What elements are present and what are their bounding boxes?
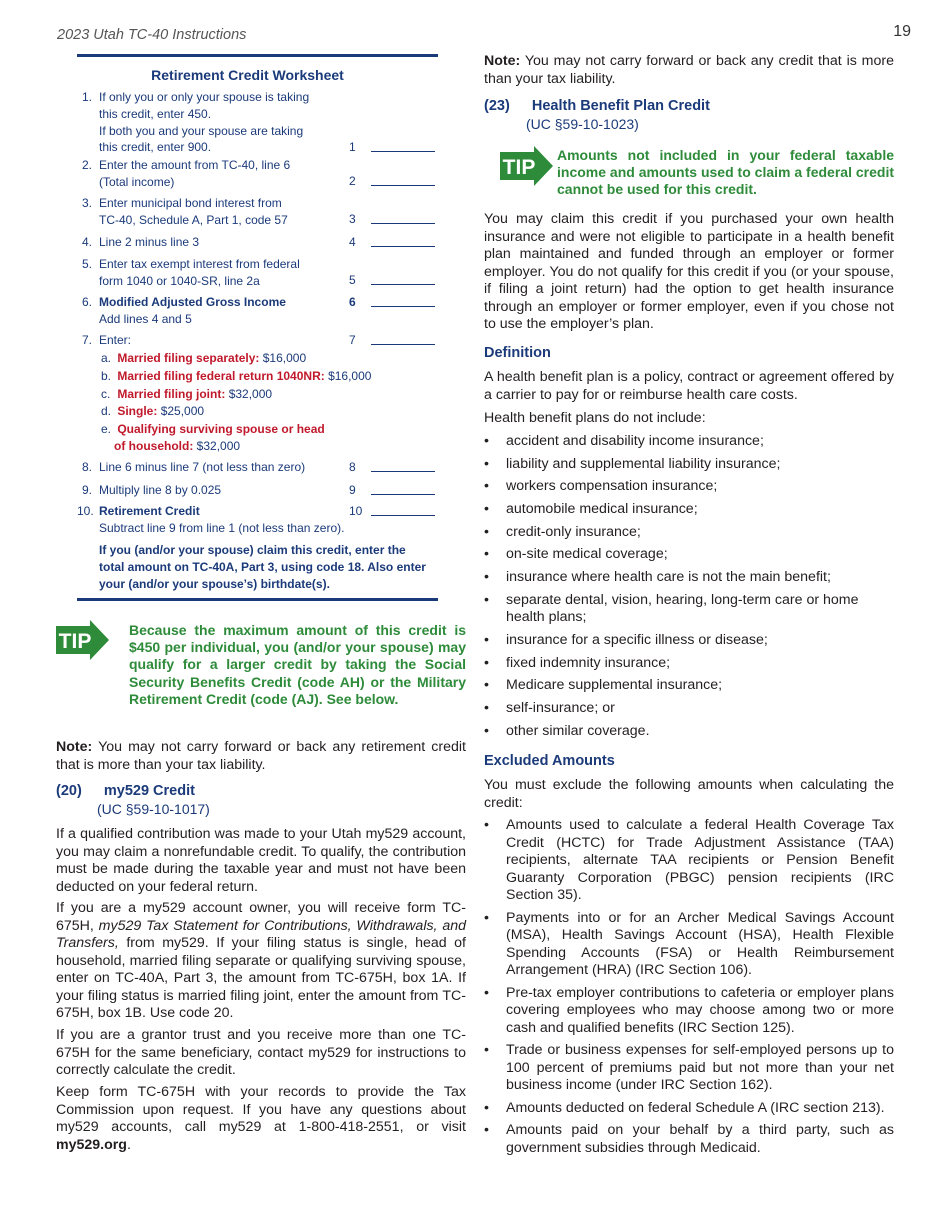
my529-paragraph-3: If you are a grantor trust and you receive more than one TC-675H for the same beneficiary, contact my529 for instructions to correctly calculate the credit. (56, 1027, 466, 1078)
item-text: Enter the amount from TC-40, line 6 (99, 158, 291, 172)
credit-note: Note: You may not carry forward or back any credit that is more than your tax liability. (484, 53, 895, 87)
list-item: • other similar coverage. (484, 723, 894, 741)
excluded-intro: You must exclude the following amounts when calculating the credit: (484, 777, 894, 811)
section-23-heading (484, 98, 894, 114)
item-number: 9. (81, 483, 92, 497)
entry-blank[interactable] (371, 211, 435, 224)
item-text: Enter tax exempt interest from federal (99, 257, 300, 271)
item-text: Multiply line 8 by 0.025 (99, 483, 222, 497)
tip-arrow-icon (500, 146, 553, 186)
tip-arrow-icon (56, 620, 109, 660)
item-title: Modified Adjusted Gross Income (99, 295, 286, 309)
my529-link[interactable]: my529.org (56, 1136, 127, 1153)
item-number: 4. (81, 235, 92, 249)
excluded-amounts-heading: Excluded Amounts (484, 753, 615, 769)
worksheet-title: Retirement Credit Worksheet (151, 67, 344, 83)
tip-label: TIP (502, 156, 536, 179)
line-number: 5 (349, 273, 356, 287)
entry-blank[interactable] (371, 459, 435, 472)
list-item: • Amounts used to calculate a federal Health Coverage Tax Credit (HCTC) for Trade Adjustment Assistance (TAA) recipients, alternate TAA recipients or Pension Benefit Guaranty Corporation (PBGC) pension recipients (IRC Section 35). (484, 817, 894, 905)
list-item: • fixed indemnity insurance; (484, 655, 894, 673)
entry-blank[interactable] (371, 272, 435, 285)
retirement-tip-text: Because the maximum amount of this credit is $450 per individual, you (and/or your spouse) may qualify for a larger credit by taking the Social Security Benefits Credit (code AH) or the Military Retirement Credit (code (AJ). See below. (129, 622, 466, 707)
item-text: If both you and your spouse are taking (99, 123, 304, 138)
retirement-note: Note: You may not carry forward or back any retirement credit that is more than your tax liability. (56, 739, 466, 773)
item-number: 10. (77, 504, 94, 518)
item-number: 5. (81, 257, 92, 271)
filing-status-a: a. Married filing separately: $16,000 (101, 351, 307, 365)
item-text: If only you or only your spouse is taking (99, 90, 310, 104)
item-number: 3. (81, 196, 92, 210)
health-plan-tip-text: Amounts not included in your federal taxable income and amounts used to claim a federal credit cannot be used for this credit. (557, 147, 894, 198)
definition-text: A health benefit plan is a policy, contract or agreement offered by a carrier to pay for or reimburse health care costs. (484, 369, 894, 403)
item-number: 7. (81, 333, 92, 347)
entry-blank[interactable] (371, 482, 435, 495)
section-number: (20) (56, 783, 82, 799)
line-number: 7 (349, 333, 356, 347)
list-item: • insurance where health care is not the main benefit; (484, 569, 894, 587)
line-number: 2 (349, 174, 356, 188)
list-item: • Pre-tax employer contributions to cafeteria or employer plans covering employees who may choose among two or more cash and qualified benefits (IRC Section 125). (484, 985, 894, 1038)
list-item: • Trade or business expenses for self-employed persons up to 100 percent of premiums paid but not more than your net business income (under IRC Section 162). (484, 1042, 894, 1095)
item-text: Line 6 minus line 7 (not less than zero) (99, 460, 306, 474)
item-text: (Total income) (99, 174, 175, 189)
section-20-heading (56, 783, 466, 799)
retirement-credit-worksheet (77, 54, 438, 601)
line-number: 1 (349, 140, 356, 154)
item-title: Retirement Credit (99, 504, 200, 518)
list-item: • credit-only insurance; (484, 524, 894, 542)
list-item: • Payments into or for an Archer Medical Savings Account (MSA), Health Savings Account (HSA), Health Flexible Spending Accounts (FSA) or Health Reimbursement Arrangement (HRA) (IRC Section 106). (484, 910, 894, 980)
item-text: form 1040 or 1040-SR, line 2a (99, 273, 260, 288)
item-text: this credit, enter 900. (99, 140, 212, 155)
item-text: Subtract line 9 from line 1 (not less than zero). (99, 520, 345, 535)
my529-paragraph-4: Keep form TC-675H with your records to provide the Tax Commission upon request. If you have any questions about my529 accounts, call my529 at 1-800-418-2551, or visit my529.org. (56, 1084, 466, 1153)
list-item: • liability and supplemental liability insurance; (484, 456, 894, 474)
list-item: • Medicare supplemental insurance; (484, 677, 894, 695)
list-item: • Amounts paid on your behalf by a third party, such as government subsidies through Medicaid. (484, 1122, 894, 1157)
line-number: 6 (349, 295, 356, 309)
item-text: this credit, enter 450. (99, 106, 212, 121)
item-text: TC-40, Schedule A, Part 1, code 57 (99, 212, 288, 227)
section-20-reference: (UC §59-10-1017) (97, 801, 210, 817)
my529-paragraph-2: If you are a my529 account owner, you will receive form TC-675H, my529 Tax Statement for Contributions, Withdrawals, and Transfers, from my529. If your filing status is single, head of household, married filing separate or qualifying surviving spouse, enter on TC-40A, Part 3, the amount from TC-675H, box 1A. If your filing status is married filing joint, enter the amount from TC-675H, box 1B. Use code 20. (56, 900, 466, 1021)
item-text: Enter municipal bond interest from (99, 196, 282, 210)
line-number: 3 (349, 212, 356, 226)
item-number: 2. (81, 158, 92, 172)
item-number: 8. (81, 460, 92, 474)
entry-blank[interactable] (371, 234, 435, 247)
not-include-list (484, 433, 894, 740)
section-title: my529 Credit (103, 783, 195, 799)
item-text: Add lines 4 and 5 (99, 311, 192, 326)
tip-label: TIP (58, 630, 92, 653)
worksheet-note: If you (and/or your spouse) claim this credit, enter the total amount on TC-40A, Part 3, using code 18. Also enter your (and/or your spouse’s) birthdate(s). (99, 543, 426, 591)
filing-status-d: d. Single: $25,000 (101, 404, 205, 418)
item-text: Enter: (99, 333, 132, 347)
list-item: • self-insurance; or (484, 700, 894, 718)
filing-status-c: c. Married filing joint: $32,000 (101, 387, 273, 401)
line-number: 8 (349, 460, 356, 474)
excluded-amounts-list (484, 817, 894, 1157)
list-item: • workers compensation insurance; (484, 478, 894, 496)
list-item: • accident and disability income insurance; (484, 433, 894, 451)
list-item: • separate dental, vision, hearing, long-term care or home health plans; (484, 592, 894, 627)
not-include-intro: Health benefit plans do not include: (484, 410, 706, 426)
item-number: 6. (81, 295, 92, 309)
list-item: • on-site medical coverage; (484, 546, 894, 564)
health-plan-paragraph: You may claim this credit if you purchased your own health insurance and were not eligible to participate in a health benefit plan maintained and funded through an employer or former employer. You do not qualify for this credit if you (or your spouse, if filing a joint return) had the option to get health insurance through an employer or former employer, even if you chose not to use the employer’s plan. (484, 211, 894, 332)
section-title: Health Benefit Plan Credit (531, 98, 710, 114)
line-number: 4 (349, 235, 356, 249)
line-number: 9 (349, 483, 356, 497)
page-number: 19 (893, 23, 911, 40)
section-23-reference: (UC §59-10-1023) (526, 116, 639, 132)
list-item: • Amounts deducted on federal Schedule A (IRC section 213). (484, 1100, 894, 1118)
item-text: Line 2 minus line 3 (99, 235, 200, 249)
line-number: 10 (349, 504, 363, 518)
section-number: (23) (484, 98, 510, 114)
list-item: • insurance for a specific illness or disease; (484, 632, 894, 650)
entry-blank[interactable] (371, 294, 435, 307)
document-title: 2023 Utah TC-40 Instructions (57, 27, 247, 43)
filing-status-b: b. Married filing federal return 1040NR: $16,000 (101, 369, 372, 383)
my529-paragraph-1: If a qualified contribution was made to your Utah my529 account, you may claim a nonrefundable credit. To qualify, the contribution must be made during the taxable year and must not have been deducted on your federal return. (56, 826, 466, 895)
definition-heading: Definition (484, 345, 551, 361)
entry-blank[interactable] (371, 332, 435, 345)
entry-blank[interactable] (371, 173, 435, 186)
list-item: • automobile medical insurance; (484, 501, 894, 519)
entry-blank[interactable] (371, 503, 435, 516)
item-number: 1. (81, 90, 92, 104)
filing-status-e: e. Qualifying surviving spouse or head of household: $32,000 (101, 422, 325, 453)
entry-blank[interactable] (371, 139, 435, 152)
